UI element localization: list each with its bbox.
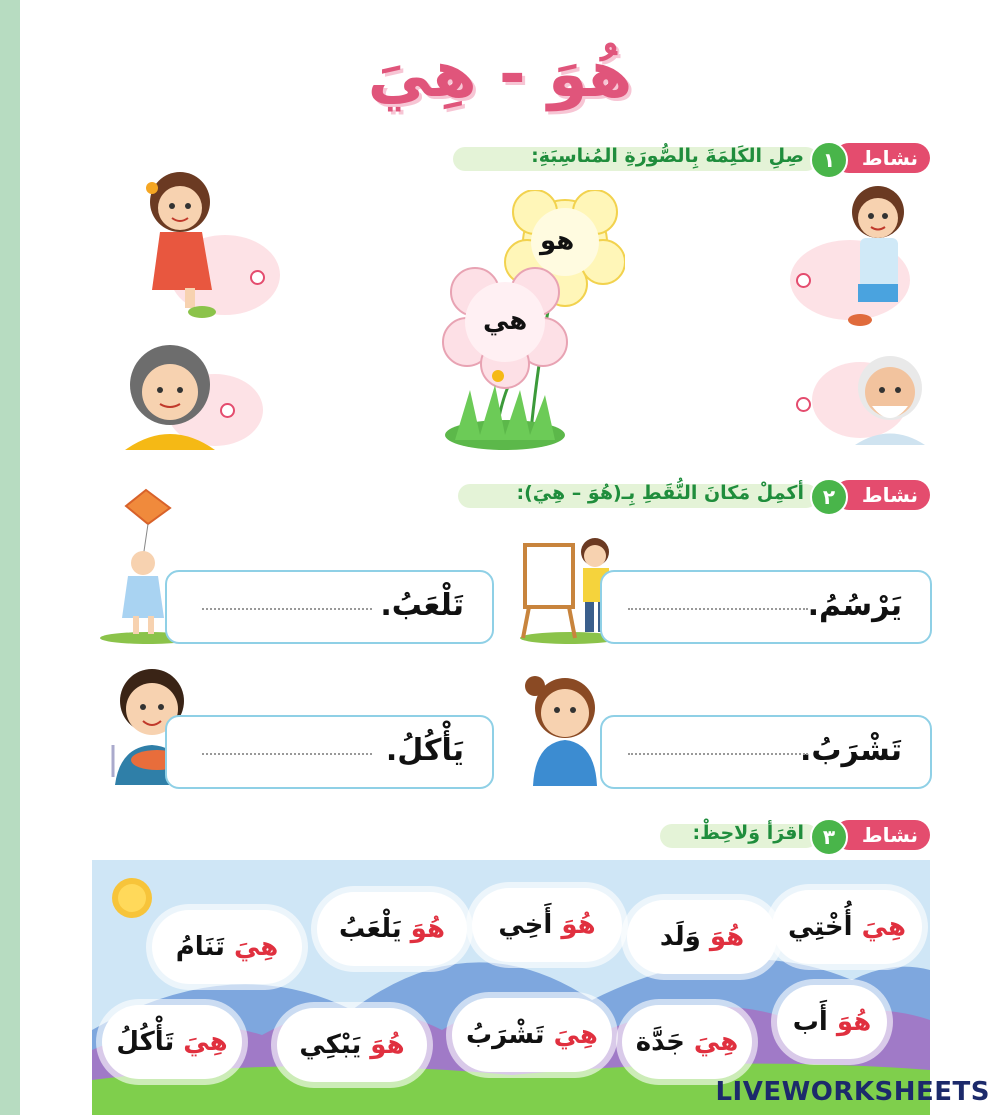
pronoun: هِيَ <box>553 1020 598 1050</box>
pronoun: هُوَ <box>709 922 745 952</box>
cloud-phrase <box>102 1005 242 1079</box>
answer-blank[interactable] <box>628 753 808 755</box>
activity-label: نشاط <box>834 480 930 510</box>
cloud-phrase <box>472 888 622 962</box>
cloud-word: يَبْكِي <box>299 1030 362 1060</box>
cloud-word: تَنَامُ <box>175 932 225 962</box>
left-margin-strip <box>0 0 20 1115</box>
cloud-phrase <box>317 892 467 966</box>
activity-instruction: اقرَأ وَلاحِظْ: <box>692 822 804 844</box>
activity-1-header <box>450 143 930 175</box>
sentence-word: تَلْعَبُ. <box>380 588 464 623</box>
page-title: هُوَ - هِيَ <box>367 38 633 112</box>
answer-blank[interactable] <box>202 753 372 755</box>
cloud-word: أَب <box>792 1007 828 1037</box>
cloud-word: تَشْرَبُ <box>466 1020 545 1050</box>
sentence-box-2 <box>165 570 494 644</box>
sentence-box-3 <box>600 715 932 789</box>
pronoun: هُوَ <box>370 1030 405 1060</box>
match-dot-girl[interactable] <box>250 270 265 285</box>
cloud-phrase <box>627 900 777 974</box>
sentence-box-4 <box>165 715 494 789</box>
pronoun: هِيَ <box>861 912 906 942</box>
girl-sitting-image <box>130 160 280 330</box>
match-dot-boy[interactable] <box>796 273 811 288</box>
activity-number: ١ <box>810 141 848 179</box>
cloud-phrase <box>452 998 612 1072</box>
cloud-phrase <box>622 1005 752 1079</box>
answer-blank[interactable] <box>628 608 808 610</box>
activity-label: نشاط <box>834 820 930 850</box>
match-dot-grandfather[interactable] <box>796 397 811 412</box>
cloud-word: تَأْكُلُ <box>116 1027 175 1057</box>
sentence-word: تَشْرَبُ. <box>800 733 902 768</box>
activity-instruction: أكمِلْ مَكانَ النُّقَطِ بِـ(هُوَ – هِيَ): <box>516 482 804 504</box>
activity-number: ٣ <box>810 818 848 856</box>
cloud-word: أُخْتِي <box>788 912 853 942</box>
sentence-word: يَرْسُمُ. <box>807 588 902 623</box>
cloud-word: جَدَّة <box>635 1027 685 1057</box>
pronoun: هُوَ <box>410 914 445 944</box>
pronoun: هِيَ <box>693 1027 739 1057</box>
pronoun: هُوَ <box>561 910 596 940</box>
activity-number: ٢ <box>810 478 848 516</box>
pronoun: هِيَ <box>183 1027 228 1057</box>
cloud-phrase <box>772 890 922 964</box>
cloud-word: وَلَد <box>659 922 701 952</box>
pronoun: هِيَ <box>233 932 279 962</box>
sentence-word: يَأْكُلُ. <box>385 733 464 768</box>
woman-image <box>115 340 265 450</box>
cloud-word: يَلْعَبُ <box>339 914 402 944</box>
grandfather-image <box>810 340 940 445</box>
cloud-phrase <box>777 985 887 1059</box>
cloud-word: أَخِي <box>498 910 553 940</box>
flower-word-top[interactable]: هو <box>540 226 575 256</box>
match-dot-woman[interactable] <box>220 403 235 418</box>
boy-sitting-image <box>790 180 930 330</box>
activity-label: نشاط <box>834 143 930 173</box>
activity-instruction: صِلِ الكَلِمَةَ بِالصُّورَةِ المُناسِبَةِ: <box>531 145 804 167</box>
answer-blank[interactable] <box>202 608 372 610</box>
cloud-phrase <box>277 1008 427 1082</box>
pronoun: هُوَ <box>836 1007 872 1037</box>
activity-3-header <box>660 820 930 852</box>
sentence-box-1 <box>600 570 932 644</box>
liveworksheets-watermark: LIVEWORKSHEETS <box>715 1077 990 1107</box>
activity-2-header <box>450 480 930 512</box>
flowers-image <box>435 190 625 450</box>
cloud-phrase <box>152 910 302 984</box>
flower-word-bottom[interactable]: هي <box>483 306 528 336</box>
